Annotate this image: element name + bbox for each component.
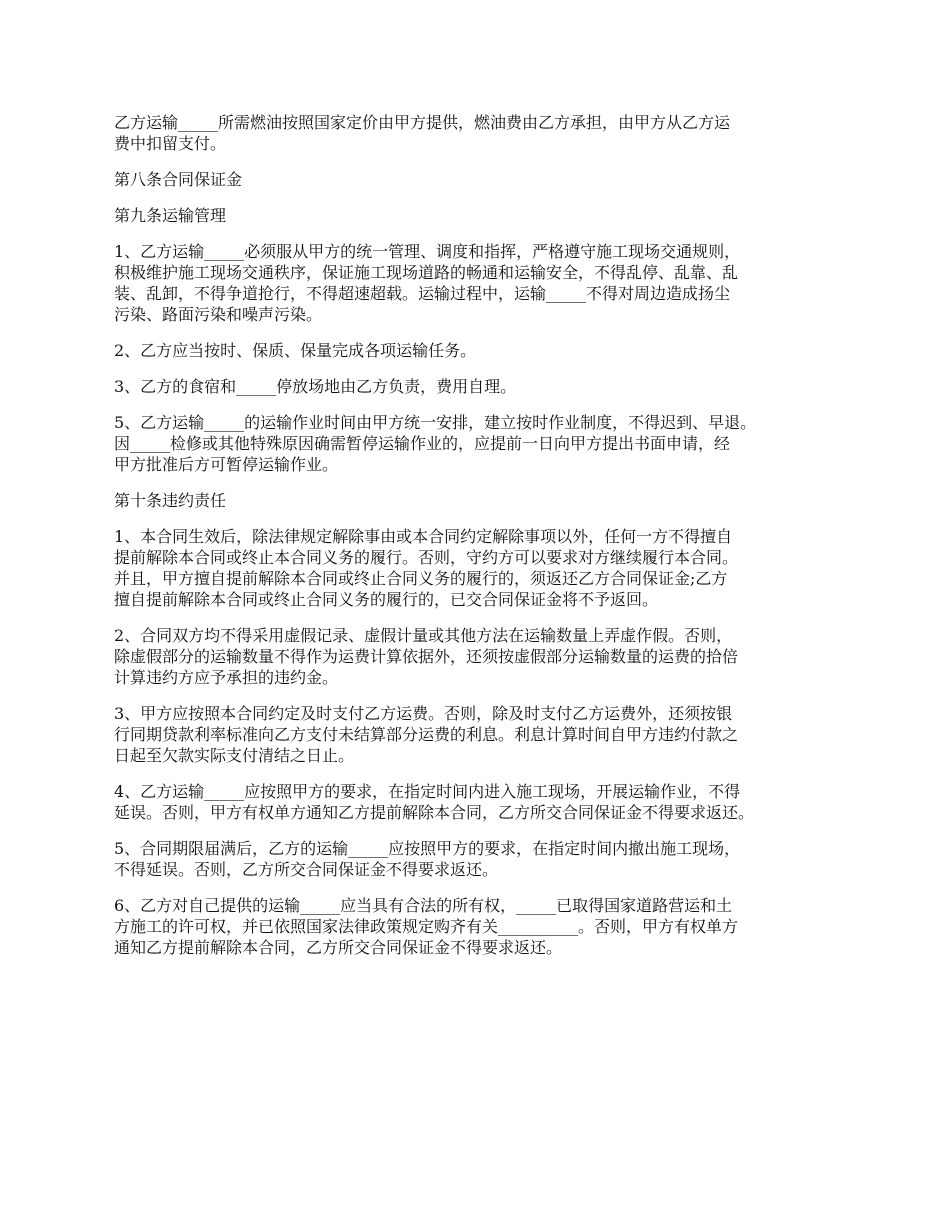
text-line: 4、乙方运输_____应按照甲方的要求，在指定时间内进入施工现场，开展运输作业，不得 [114, 782, 741, 801]
paragraph [114, 412, 859, 475]
text-line: 不得延误。否则，乙方所交合同保证金不得要求返还。 [114, 860, 499, 879]
text-line: 3、乙方的食宿和_____停放场地由乙方负责，费用自理。 [114, 377, 517, 396]
paragraph [114, 241, 859, 325]
document-body [114, 112, 859, 973]
text-line: 并且，甲方擅自提前解除本合同或终止合同义务的履行的，须返还乙方合同保证金;乙方 [114, 569, 728, 588]
text-line: 计算违约方应予承担的违约金。 [114, 668, 339, 687]
paragraph [114, 340, 859, 361]
text-line: 2、乙方应当按时、保质、保量完成各项运输任务。 [114, 341, 477, 360]
text-line: 日起至欠款实际支付清结之日止。 [114, 746, 355, 765]
text-line: 行同期贷款利率标准向乙方支付未结算部分运费的利息。利息计算时间自甲方违约付款之 [114, 725, 739, 744]
paragraph [114, 703, 859, 766]
paragraph [114, 895, 859, 958]
text-line: 因_____检修或其他特殊原因确需暂停运输作业的，应提前一日向甲方提出书面申请，经 [114, 434, 731, 453]
paragraph [114, 205, 859, 226]
text-line: 提前解除本合同或终止本合同义务的履行。否则，守约方可以要求对方继续履行本合同。 [114, 548, 739, 567]
paragraph [114, 838, 859, 880]
text-line: 1、乙方运输_____必须服从甲方的统一管理、调度和指挥，严格遵守施工现场交通规则， [114, 242, 741, 261]
text-line: 污染、路面污染和噪声污染。 [114, 305, 323, 324]
text-line: 6、乙方对自己提供的运输_____应当具有合法的所有权，_____已取得国家道路营运和土 [114, 896, 733, 915]
text-line: 5、合同期限届满后，乙方的运输_____应按照甲方的要求，在指定时间内撤出施工现场， [114, 839, 741, 858]
paragraph [114, 526, 859, 610]
text-line: 第十条违约责任 [114, 491, 227, 510]
text-line: 积极维护施工现场交通秩序，保证施工现场道路的畅通和运输安全，不得乱停、乱靠、乱 [114, 263, 739, 282]
text-line: 5、乙方运输_____的运输作业时间由甲方统一安排，建立按时作业制度，不得迟到、早退。 [114, 413, 757, 432]
text-line: 3、甲方应按照本合同约定及时支付乙方运费。否则，除及时支付乙方运费外，还须按银 [114, 704, 733, 723]
paragraph [114, 169, 859, 190]
text-line: 除虚假部分的运输数量不得作为运费计算依据外，还须按虚假部分运输数量的运费的拾倍 [114, 647, 739, 666]
paragraph [114, 490, 859, 511]
paragraph [114, 625, 859, 688]
paragraph [114, 781, 859, 823]
text-line: 甲方批准后方可暂停运输作业。 [114, 455, 339, 474]
text-line: 延误。否则，甲方有权单方通知乙方提前解除本合同，乙方所交合同保证金不得要求返还。 [114, 803, 755, 822]
text-line: 通知乙方提前解除本合同，乙方所交合同保证金不得要求返还。 [114, 938, 563, 957]
text-line: 第九条运输管理 [114, 206, 227, 225]
paragraph [114, 112, 859, 154]
text-line: 方施工的许可权，并已依照国家法律政策规定购齐有关__________。否则，甲方有权单方 [114, 917, 739, 936]
text-line: 费中扣留支付。 [114, 134, 227, 153]
text-line: 装、乱卸，不得争道抢行，不得超速超载。运输过程中，运输_____不得对周边造成扬尘 [114, 284, 731, 303]
text-line: 第八条合同保证金 [114, 170, 243, 189]
text-line: 擅自提前解除本合同或终止合同义务的履行的，已交合同保证金将不予返回。 [114, 590, 659, 609]
text-line: 2、合同双方均不得采用虚假记录、虚假计量或其他方法在运输数量上弄虚作假。否则， [114, 626, 733, 645]
text-line: 1、本合同生效后，除法律规定解除事由或本合同约定解除事项以外，任何一方不得擅自 [114, 527, 733, 546]
paragraph [114, 376, 859, 397]
text-line: 乙方运输_____所需燃油按照国家定价由甲方提供，燃油费由乙方承担，由甲方从乙方运 [114, 113, 731, 132]
